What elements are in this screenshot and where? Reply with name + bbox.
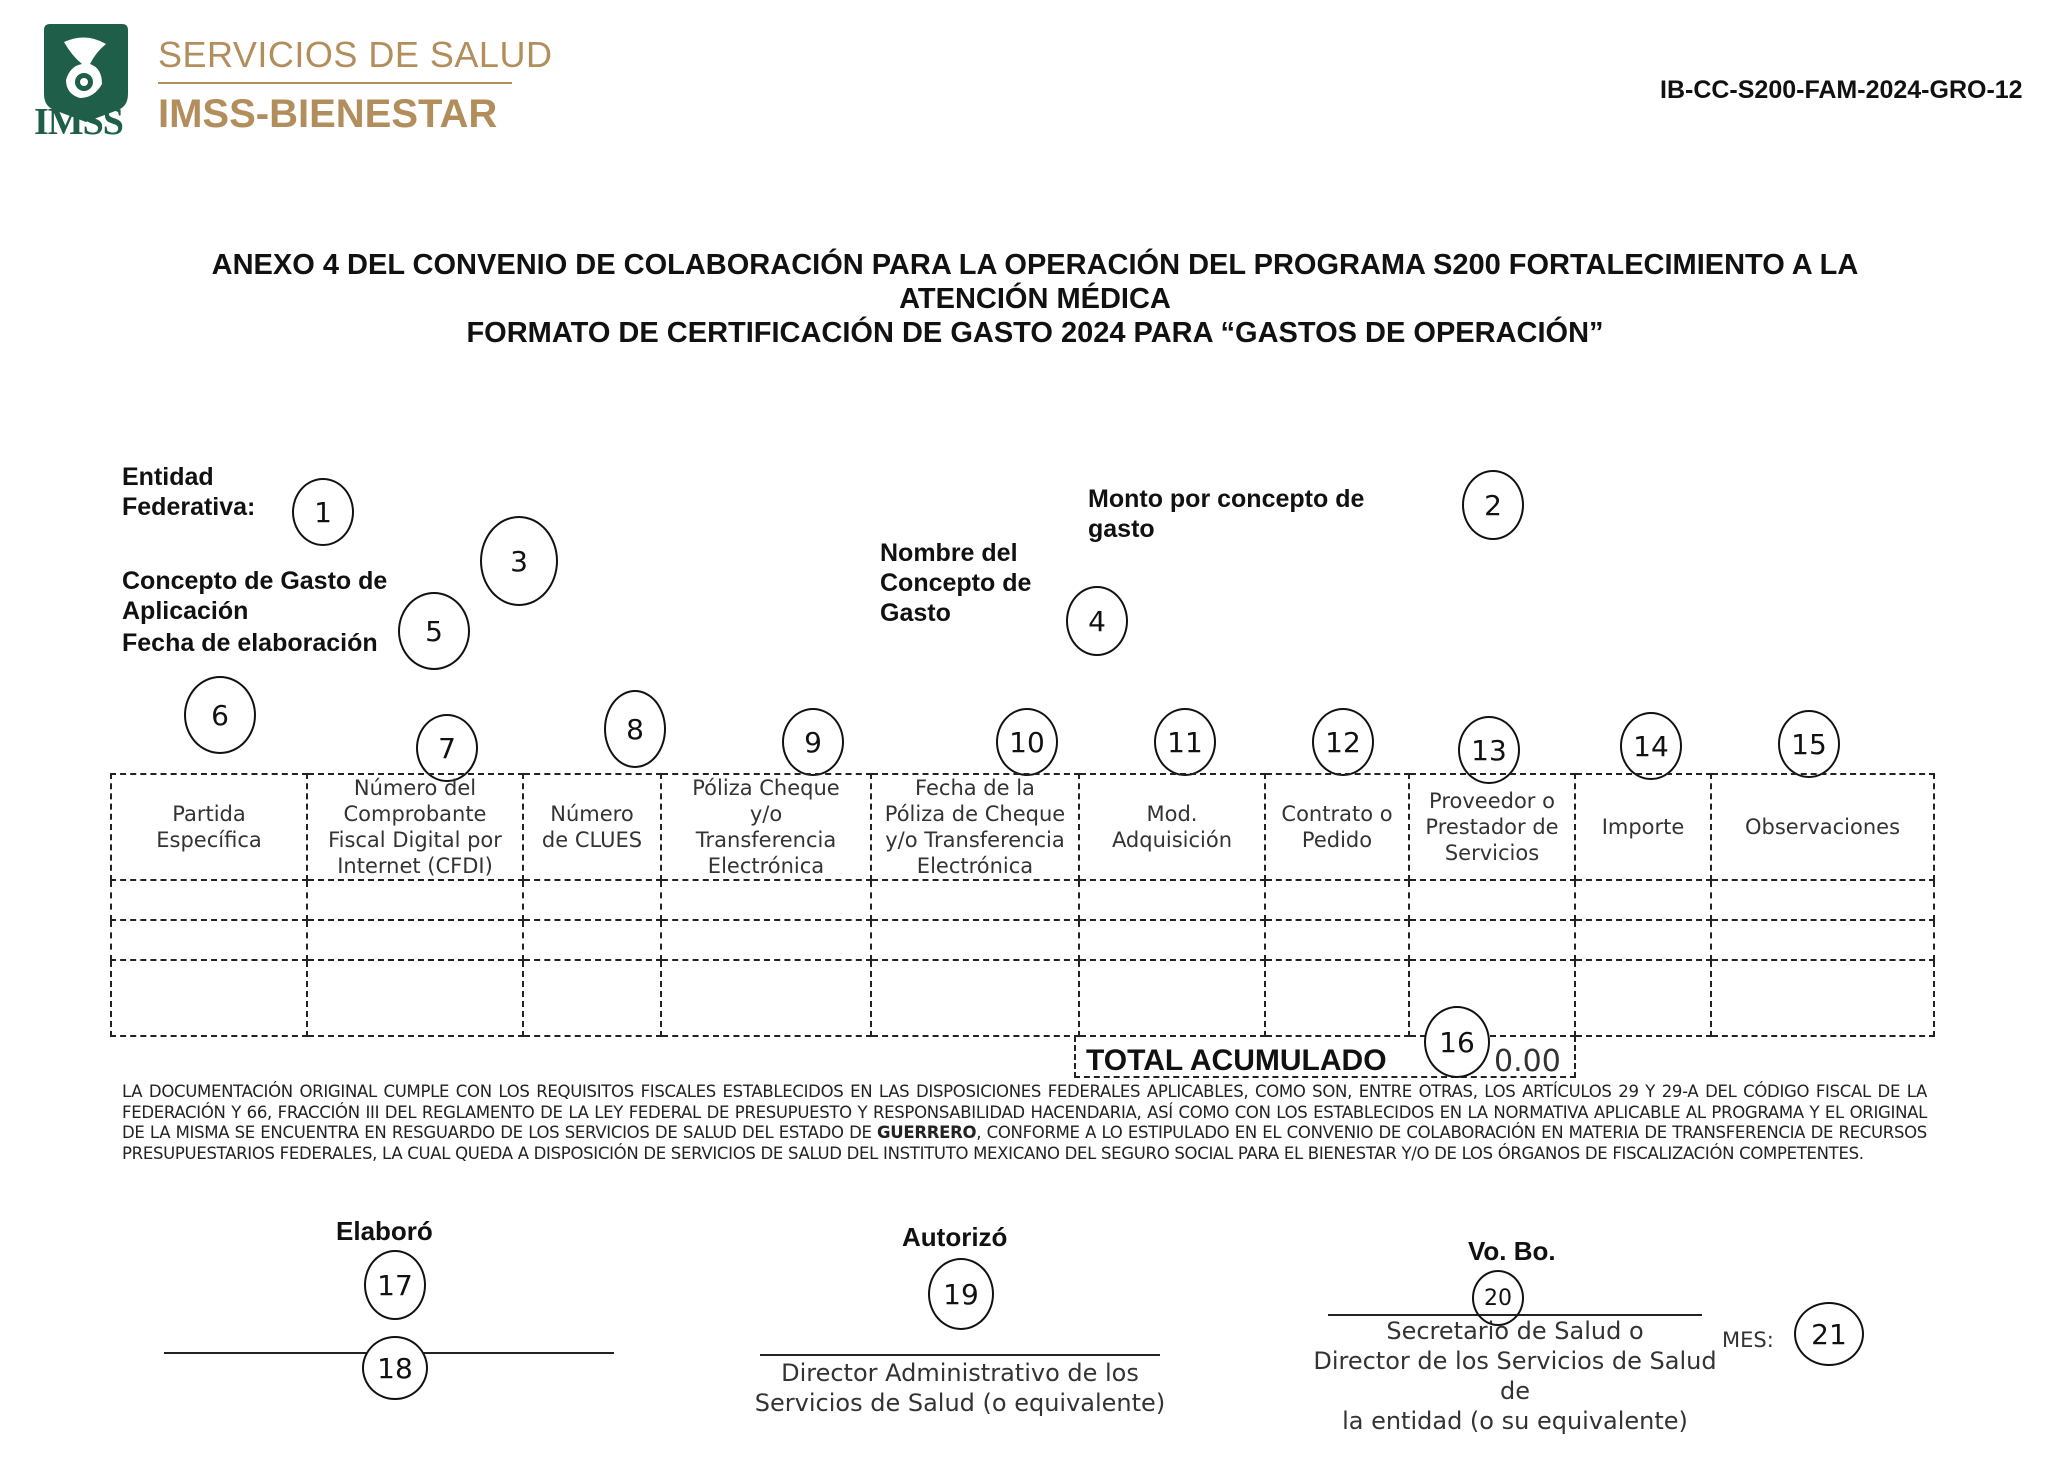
- marker-13: 13: [1458, 716, 1520, 784]
- legal-disclaimer: LA DOCUMENTACIÓN ORIGINAL CUMPLE CON LOS REQUISITOS FISCALES ESTABLECIDOS EN LAS DISPOSICIONES FEDERALES APLICABLES, COMO SON, ENTRE OTRAS, LOS ARTÍCULOS 29 Y 29-A DEL CÓDIGO FISCAL DE LA FEDERACIÓN Y 66, FRACCIÓN III DEL REGLAMENTO DE LA LEY FEDERAL DE PRESUPUESTO Y RESPONSABILIDAD HACENDARIA, ASÍ COMO CON LOS ESTABLECIDOS EN LA NORMATIVA APLICABLE AL PROGRAMA Y EL ORIGINAL DE LA MISMA SE ENCUENTRA EN RESGUARDO DE LOS SERVICIOS DE SALUD DEL ESTADO DE GUERRERO, CONFORME A LO ESTIPULADO EN EL CONVENIO DE COLABORACIÓN EN MATERIA DE TRANSFERENCIA DE RECURSOS PRESUPUESTARIOS FEDERALES, LA CUAL QUEDA A DISPOSICIÓN DE SERVICIOS DE SALUD DEL INSTITUTO MEXICANO DEL SEGURO SOCIAL PARA EL BIENESTAR Y/O DE LOS ÓRGANOS DE FISCALIZACIÓN COMPETENTES.: [122, 1082, 1927, 1163]
- title-line3: FORMATO DE CERTIFICACIÓN DE GASTO 2024 PARA “GASTOS DE OPERACIÓN”: [466, 317, 1604, 349]
- col-mod-adquisicion: Mod. Adquisición: [1079, 774, 1265, 880]
- title-line2: ATENCIÓN MÉDICA: [899, 283, 1171, 315]
- marker-18: 18: [362, 1336, 428, 1400]
- label-nombre-line3: Gasto: [880, 599, 951, 627]
- marker-9: 9: [782, 708, 844, 776]
- label-entidad-line2: Federativa:: [122, 493, 256, 521]
- secretario-caption: [1310, 1316, 1720, 1436]
- label-concepto-line1: Concepto de Gasto de: [122, 567, 388, 595]
- total-value: 0.00: [1494, 1044, 1561, 1079]
- label-nombre-line1: Nombre del: [880, 539, 1018, 567]
- table-header-row: [111, 774, 1934, 880]
- label-monto: [1088, 484, 1364, 544]
- secretario-line4: la entidad (o su equivalente): [1342, 1407, 1688, 1435]
- org-name-line2: IMSS-BIENESTAR: [158, 92, 498, 136]
- marker-1: 1: [292, 478, 354, 546]
- col-clues: Número de CLUES: [523, 774, 661, 880]
- col-fecha-poliza: Fecha de la Póliza de Cheque y/o Transferencia Electrónica: [871, 774, 1079, 880]
- col-observaciones: Observaciones: [1711, 774, 1934, 880]
- document-code: IB-CC-S200-FAM-2024-GRO-12: [1660, 76, 2023, 104]
- state-name: GUERRERO: [877, 1123, 977, 1142]
- marker-6: 6: [184, 676, 256, 754]
- marker-11: 11: [1154, 708, 1216, 776]
- autorizo-signature-line: [760, 1354, 1160, 1356]
- marker-19: 19: [928, 1258, 994, 1330]
- director-line1: Director Administrativo de los: [781, 1359, 1139, 1387]
- secretario-line3: de: [1500, 1377, 1530, 1405]
- table-row: [111, 920, 1934, 960]
- label-nombre-line2: Concepto de: [880, 569, 1032, 597]
- col-cfdi: Número del Comprobante Fiscal Digital por Internet (CFDI): [307, 774, 523, 880]
- marker-4: 4: [1066, 586, 1128, 656]
- secretario-line2: Director de los Servicios de Salud: [1313, 1347, 1717, 1375]
- label-monto-line2: gasto: [1088, 515, 1155, 543]
- label-concepto: [122, 566, 387, 626]
- label-concepto-line2: Aplicación: [122, 597, 249, 625]
- org-divider: [158, 82, 512, 84]
- label-nombre-concepto: [880, 538, 1031, 628]
- table-row: [111, 880, 1934, 920]
- total-label: TOTAL ACUMULADO: [1086, 1044, 1387, 1077]
- marker-12: 12: [1312, 708, 1374, 776]
- label-fecha: Fecha de elaboración: [122, 629, 378, 657]
- marker-14: 14: [1620, 712, 1682, 780]
- marker-5: 5: [398, 592, 470, 670]
- marker-20: 20: [1472, 1270, 1524, 1326]
- marker-2: 2: [1462, 470, 1524, 540]
- marker-8: 8: [604, 690, 666, 768]
- marker-15: 15: [1778, 710, 1840, 778]
- mes-label: MES:: [1722, 1328, 1774, 1352]
- title-line1: ANEXO 4 DEL CONVENIO DE COLABORACIÓN PARA LA OPERACIÓN DEL PROGRAMA S200 FORTALECIMIENTO A LA: [211, 249, 1859, 281]
- col-importe: Importe: [1575, 774, 1711, 880]
- vobo-label: Vo. Bo.: [1468, 1236, 1556, 1266]
- col-poliza: Póliza Cheque y/o Transferencia Electrónica: [661, 774, 871, 880]
- org-name-line1: SERVICIOS DE SALUD: [158, 34, 553, 75]
- logo-text: IMSS: [34, 101, 123, 143]
- label-entidad-line1: Entidad: [122, 463, 214, 491]
- table-row: [111, 960, 1934, 1036]
- marker-21: 21: [1794, 1302, 1864, 1366]
- secretario-line1: Secretario de Salud o: [1386, 1317, 1644, 1345]
- director-admin-caption: [740, 1358, 1180, 1418]
- expense-table: [110, 773, 1935, 1037]
- marker-7: 7: [416, 714, 478, 782]
- marker-10: 10: [996, 708, 1058, 776]
- director-line2: Servicios de Salud (o equivalente): [754, 1389, 1166, 1417]
- marker-16: 16: [1424, 1006, 1490, 1078]
- label-entidad: [122, 462, 255, 522]
- elaboro-label: Elaboró: [336, 1216, 433, 1246]
- label-monto-line1: Monto por concepto de: [1088, 485, 1365, 513]
- marker-3: 3: [480, 516, 558, 606]
- col-partida-especifica: Partida Específica: [111, 774, 307, 880]
- marker-17: 17: [364, 1250, 426, 1320]
- col-proveedor: Proveedor o Prestador de Servicios: [1409, 774, 1575, 880]
- autorizo-label: Autorizó: [902, 1222, 1008, 1252]
- col-contrato: Contrato o Pedido: [1265, 774, 1409, 880]
